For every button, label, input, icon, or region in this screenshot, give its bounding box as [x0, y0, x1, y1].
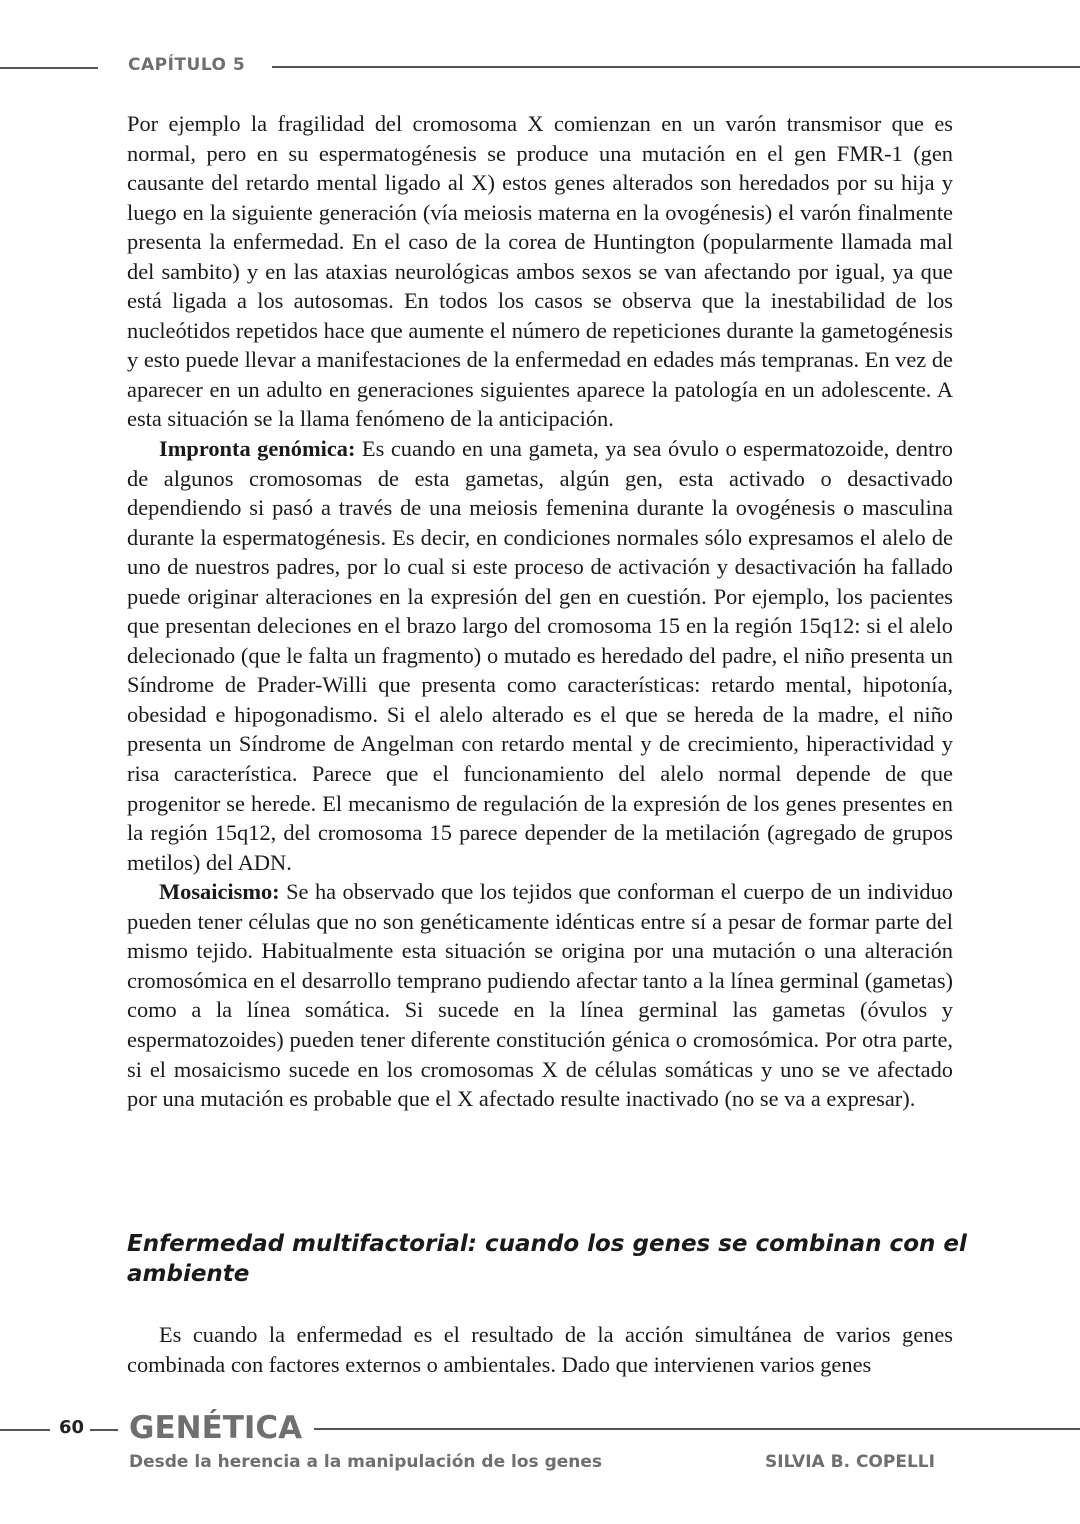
- paragraph-anticipation: Por ejemplo la fragilidad del cromosoma X comienzan en un varón transmisor que es normal, pero en su espermatogénesis se produce una mutación en el gen FMR-1 (gen causante del retardo mental ligado al X) estos genes alterados son heredados por su hija y luego en la siguiente generación (vía meiosis materna en la ovogénesis) el varón finalmente presenta la enfermedad. En el caso de la corea de Huntington (popularmente llamada mal del sambito) y en las ataxias neurológicas ambos sexos se van afectando por igual, ya que está ligada a los autosomas. En todos los casos se observa que la inestabilidad de los nucleótidos repetidos hace que aumente el número de repeticiones durante la gametogénesis y esto puede llevar a manifestaciones de la enfermedad en edades más tempranas. En vez de aparecer en un adulto en generaciones siguientes aparece la patología en un adolescente. A esta situación se la llama fenómeno de la anticipación.: [127, 111, 953, 432]
- footer-rule-mid: [90, 1429, 118, 1431]
- term-mosaicismo: Mosaicismo:: [159, 879, 280, 905]
- paragraph-multifactorial: Es cuando la enfermedad es el resultado de la acción simultánea de varios genes combinada con factores externos o ambientales. Dado que intervienen varios genes: [127, 1322, 953, 1377]
- body-text: [127, 109, 953, 1114]
- term-impronta: Impronta genómica:: [159, 436, 356, 462]
- book-title: GENÉTICA: [129, 1410, 303, 1446]
- paragraph-mosaicismo-text: Se ha observado que los tejidos que conforman el cuerpo de un individuo pueden tener células que no son genéticamente idénticas entre sí a pesar de formar parte del mismo tejido. Habitualmente esta situación se origina por una mutación o una alteración cromosómica en el desarrollo temprano pudiendo afectar tanto a la línea germinal (gametas) como a la línea somática. Si sucede en la línea germinal las gametas (óvulos y espermatozoides) pueden tener diferente constitución génica o cromosómica. Por otra parte, si el mosaicismo sucede en los cromosomas X de células somáticas y uno se ve afectado por una mutación es probable que el X afectado resulte inactivado (no se va a expresar).: [127, 879, 953, 1112]
- book-subtitle: Desde la herencia a la manipulación de los genes: [129, 1452, 603, 1472]
- paragraph-impronta: [127, 434, 953, 877]
- header-rule-right: [272, 66, 1080, 68]
- footer-rule-left: [0, 1429, 50, 1431]
- header-rule-left: [0, 67, 98, 69]
- paragraph-impronta-text: Es cuando en una gameta, ya sea óvulo o espermatozoide, dentro de algunos cromosomas de esta gametas, algún gen, esta activado o desactivado dependiendo si pasó a través de una meiosis femenina durante la ovogénesis o masculina durante la espermatogénesis. Es decir, en condiciones normales sólo expresamos el alelo de uno de nuestros padres, por lo cual si este proceso de activación y desactivación ha fallado puede originar alteraciones en la expresión del gen en cuestión. Por ejemplo, los pacientes que presentan deleciones en el brazo largo del cromosoma 15 en la región 15q12: si el alelo delecionado (que le falta un fragmento) o mutado es heredado del padre, el niño presenta un Síndrome de Prader-Willi que presenta como características: retardo mental, hipotonía, obesidad e hipogonadismo. Si el alelo alterado es el que se hereda de la madre, el niño presenta un Síndrome de Angelman con retardo mental y de crecimiento, hiperactividad y risa característica. Parece que el funcionamiento del alelo normal depende de que progenitor se herede. El mecanismo de regulación de la expresión de los genes presentes en la región 15q12, del cromosoma 15 parece depender de la metilación (agregado de grupos metilos) del ADN.: [127, 436, 953, 875]
- chapter-label: CAPÍTULO 5: [128, 55, 246, 75]
- footer-rule-right: [314, 1428, 1080, 1430]
- page-number: 60: [59, 1417, 85, 1438]
- paragraph-mosaicismo: [127, 877, 953, 1113]
- book-author: SILVIA B. COPELLI: [765, 1452, 935, 1472]
- section-heading: Enfermedad multifactorial: cuando los genes se combinan con el ambiente: [127, 1231, 967, 1287]
